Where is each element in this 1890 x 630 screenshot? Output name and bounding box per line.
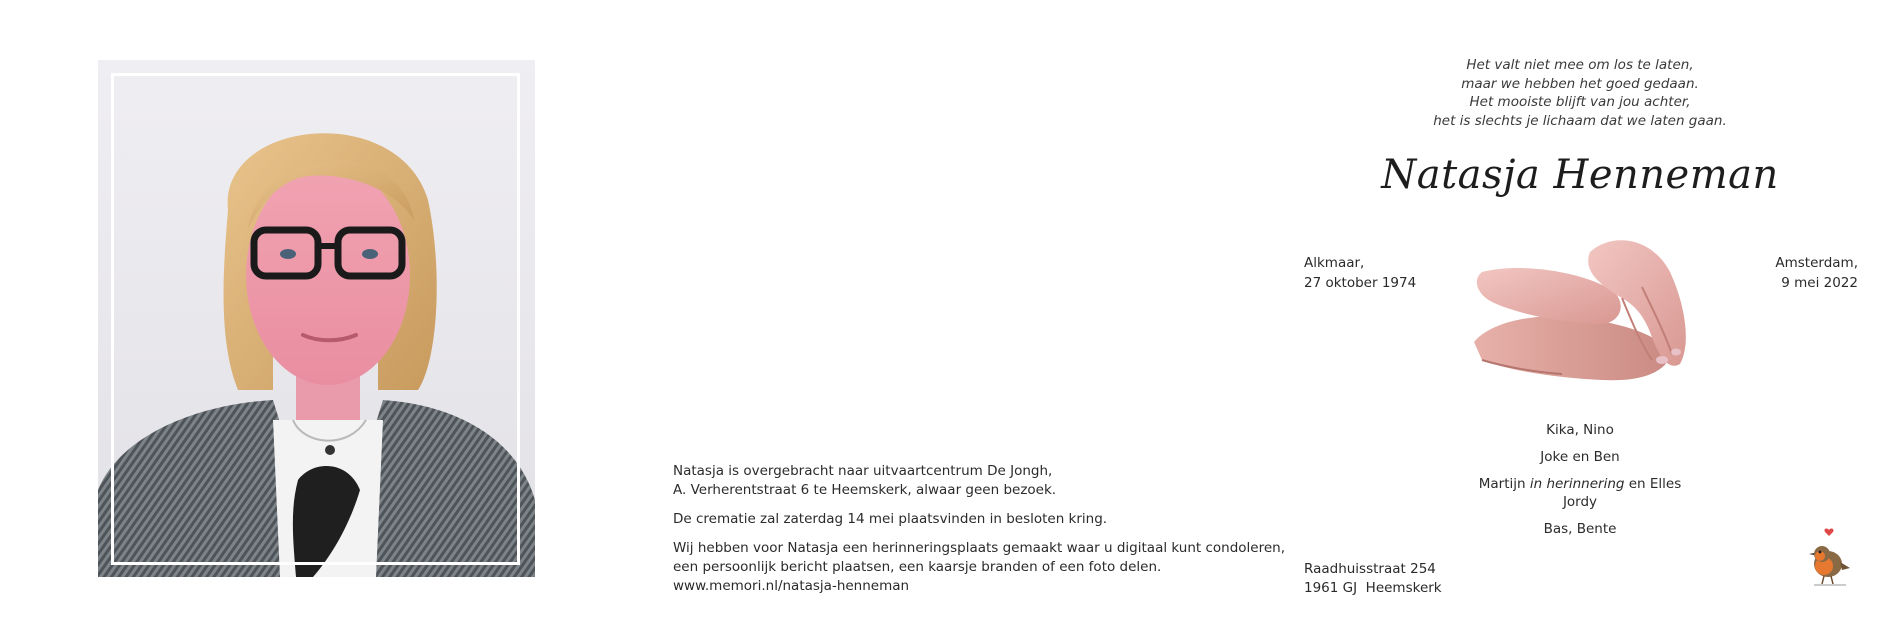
notice-line: A. Verherentstraat 6 te Heemskerk, alwaar geen bezoek. (673, 482, 1057, 498)
correspondence-address (1304, 560, 1442, 598)
family-name: Martijn (1478, 476, 1530, 492)
deceased-name: Natasja Henneman (1381, 152, 1779, 198)
family-row (1430, 475, 1730, 493)
notice-paragraph-2 (673, 510, 1273, 529)
family-row: Bas, Bente (1543, 521, 1617, 537)
poem-line: Het mooiste blijft van jou achter, (1469, 94, 1691, 110)
notice-line: Wij hebben voor Natasja een herinneringsplaats gemaakt waar u digitaal kunt condoleren, (673, 540, 1286, 556)
notice-line: Natasja is overgebracht naar uitvaartcentrum De Jongh, (673, 463, 1053, 479)
notice-paragraph-3 (673, 539, 1286, 596)
poem (1380, 56, 1780, 130)
birth-date: 27 oktober 1974 (1304, 275, 1417, 291)
death-date: 9 mei 2022 (1781, 275, 1858, 291)
birth-info (1304, 253, 1416, 293)
family-row: Kika, Nino (1546, 422, 1614, 438)
holding-hands-icon (1462, 232, 1698, 398)
memorial-link[interactable]: www.memori.nl/natasja-henneman (673, 578, 910, 594)
family-list (1430, 421, 1730, 538)
notice-line: De crematie zal zaterdag 14 mei plaatsvinden in besloten kring. (673, 511, 1108, 527)
death-place: Amsterdam, (1775, 255, 1858, 271)
family-name: en Elles (1624, 476, 1682, 492)
in-memoriam-note: in herinnering (1529, 476, 1625, 492)
funeral-notice (673, 462, 1286, 606)
notice-paragraph-1 (673, 462, 1273, 500)
birth-place: Alkmaar, (1304, 255, 1365, 271)
notice-line: een persoonlijk bericht plaatsen, een kaarsje branden of een foto delen. (673, 559, 1162, 575)
family-row: Jordy (1562, 494, 1598, 510)
poem-line: Het valt niet mee om los te laten, (1466, 57, 1694, 73)
poem-line: het is slechts je lichaam dat we laten gaan. (1433, 112, 1727, 129)
poem-line: maar we hebben het goed gedaan. (1461, 75, 1699, 92)
address-street: Raadhuisstraat 254 (1304, 561, 1436, 577)
family-row: Joke en Ben (1540, 449, 1620, 465)
death-info (1775, 253, 1858, 293)
address-city: 1961 GJ Heemskerk (1304, 580, 1442, 596)
portrait-photo (98, 60, 535, 577)
robin-bird-icon (1806, 528, 1852, 588)
portrait-illustration (98, 60, 535, 577)
